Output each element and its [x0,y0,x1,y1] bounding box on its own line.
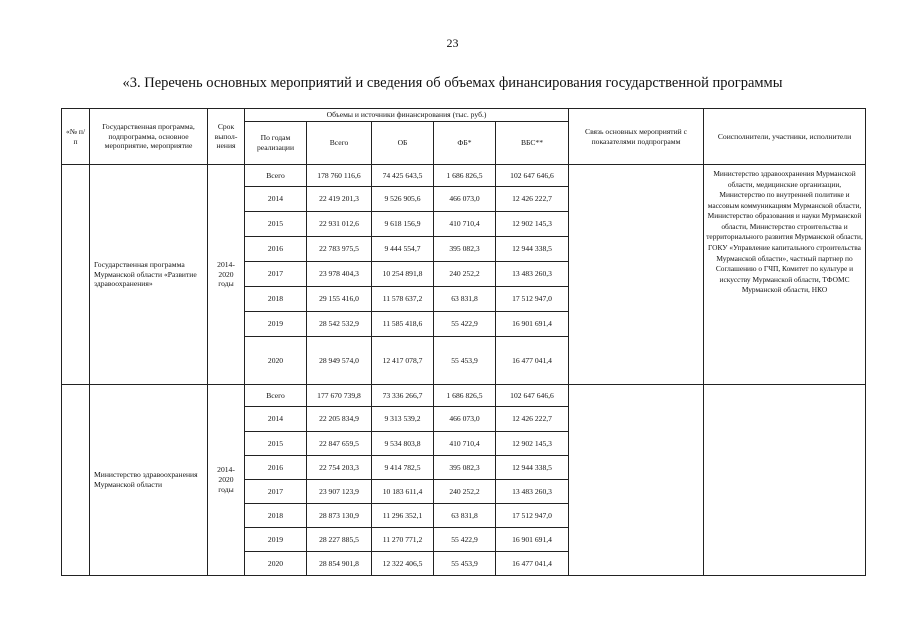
cell-vbs: 12 944 338,5 [496,237,569,262]
cell-num [62,165,90,385]
cell-total: 28 949 574,0 [307,337,372,385]
cell-vbs: 17 512 947,0 [496,287,569,312]
cell-vbs: 12 426 222,7 [496,187,569,212]
cell-year: 2017 [245,262,307,287]
financing-table [61,108,866,576]
cell-fb: 466 073,0 [434,407,496,432]
cell-year: 2018 [245,287,307,312]
cell-num [62,385,90,576]
cell-fb: 395 082,3 [434,237,496,262]
header-fb: ФБ* [434,122,496,165]
cell-year: 2015 [245,432,307,456]
cell-fb: 55 453,9 [434,552,496,576]
cell-fb: 55 453,9 [434,337,496,385]
cell-program-name: Государственная программа Мурманской области «Развитие здравоохранения» [90,165,208,385]
header-executors: Соисполнители, участники, исполнители [704,109,866,165]
cell-ob: 73 336 266,7 [372,385,434,407]
cell-year: Всего [245,165,307,187]
cell-ob: 11 585 418,6 [372,312,434,337]
table-row [62,385,866,407]
cell-link [569,165,704,385]
cell-fb: 63 831,8 [434,504,496,528]
header-period: Срок выпол-нения [208,109,245,165]
cell-year: 2020 [245,552,307,576]
cell-vbs: 16 477 041,4 [496,337,569,385]
cell-ob: 9 313 539,2 [372,407,434,432]
cell-total: 28 227 885,5 [307,528,372,552]
cell-fb: 410 710,4 [434,432,496,456]
cell-year: 2018 [245,504,307,528]
header-by-years: По годам реализации [245,122,307,165]
cell-ob: 74 425 643,5 [372,165,434,187]
header-total: Всего [307,122,372,165]
header-volumes: Объемы и источники финансирования (тыс. руб.) [245,109,569,122]
cell-fb: 410 710,4 [434,212,496,237]
cell-total: 22 754 203,3 [307,456,372,480]
cell-ob: 9 444 554,7 [372,237,434,262]
cell-total: 22 783 975,5 [307,237,372,262]
cell-period: 2014-2020 годы [208,165,245,385]
cell-executors [704,385,866,576]
cell-vbs: 12 902 145,3 [496,212,569,237]
cell-fb: 55 422,9 [434,528,496,552]
cell-vbs: 102 647 646,6 [496,165,569,187]
header-num: «№ п/п [62,109,90,165]
cell-ob: 12 322 406,5 [372,552,434,576]
cell-total: 22 205 834,9 [307,407,372,432]
cell-total: 22 419 201,3 [307,187,372,212]
cell-ob: 9 414 782,5 [372,456,434,480]
cell-executors: Министерство здравоохранения Мурманской области, медицинские организации, Министерство по внутренней политике и массовым коммуникациям Мурманской области, Министерство образования и науки Мурманской области, Министерство строительства и территориального развития Мурманской области, ГОКУ «Управление капитального строительства Мурманской области», частный партнер по Соглашению о ГЧП, Комитет по культуре и искусству Мурманской области, ТФОМС Мурманской области, НКО [704,165,866,385]
header-ob: ОБ [372,122,434,165]
cell-fb: 395 082,3 [434,456,496,480]
cell-year: 2015 [245,212,307,237]
cell-year: Всего [245,385,307,407]
cell-ob: 9 534 803,8 [372,432,434,456]
cell-vbs: 16 477 041,4 [496,552,569,576]
cell-total: 28 542 532,9 [307,312,372,337]
cell-ob: 11 578 637,2 [372,287,434,312]
cell-fb: 55 422,9 [434,312,496,337]
cell-vbs: 12 902 145,3 [496,432,569,456]
cell-program-name: Министерство здравоохранения Мурманской области [90,385,208,576]
cell-total: 23 978 404,3 [307,262,372,287]
cell-total: 22 931 012,6 [307,212,372,237]
cell-year: 2016 [245,456,307,480]
cell-fb: 240 252,2 [434,480,496,504]
table-body [62,165,866,576]
cell-vbs: 16 901 691,4 [496,312,569,337]
cell-ob: 10 254 891,8 [372,262,434,287]
cell-vbs: 102 647 646,6 [496,385,569,407]
cell-fb: 1 686 826,5 [434,385,496,407]
cell-total: 29 155 416,0 [307,287,372,312]
cell-ob: 9 618 156,9 [372,212,434,237]
cell-year: 2017 [245,480,307,504]
cell-total: 178 760 116,6 [307,165,372,187]
header-program: Государственная программа, подпрограмма, основное мероприятие, мероприятие [90,109,208,165]
cell-vbs: 16 901 691,4 [496,528,569,552]
cell-fb: 466 073,0 [434,187,496,212]
cell-vbs: 13 483 260,3 [496,262,569,287]
cell-ob: 10 183 611,4 [372,480,434,504]
cell-ob: 11 270 771,2 [372,528,434,552]
cell-total: 23 907 123,9 [307,480,372,504]
cell-vbs: 12 944 338,5 [496,456,569,480]
cell-total: 28 873 130,9 [307,504,372,528]
cell-vbs: 13 483 260,3 [496,480,569,504]
cell-fb: 1 686 826,5 [434,165,496,187]
cell-total: 28 854 901,8 [307,552,372,576]
cell-ob: 11 296 352,1 [372,504,434,528]
cell-year: 2014 [245,187,307,212]
cell-year: 2019 [245,528,307,552]
cell-total: 177 670 739,8 [307,385,372,407]
page-title: «3. Перечень основных мероприятий и сведения об объемах финансирования государственной программы [122,75,783,91]
header-link: Связь основных мероприятий с показателями подпрограмм [569,109,704,165]
cell-period: 2014-2020 годы [208,385,245,576]
table-row [62,165,866,187]
cell-vbs: 12 426 222,7 [496,407,569,432]
cell-total: 22 847 659,5 [307,432,372,456]
cell-year: 2016 [245,237,307,262]
cell-year: 2014 [245,407,307,432]
header-vbs: ВБС** [496,122,569,165]
cell-vbs: 17 512 947,0 [496,504,569,528]
cell-ob: 9 526 905,6 [372,187,434,212]
cell-fb: 63 831,8 [434,287,496,312]
cell-year: 2020 [245,337,307,385]
page-number: 23 [446,36,459,50]
cell-ob: 12 417 078,7 [372,337,434,385]
cell-fb: 240 252,2 [434,262,496,287]
cell-year: 2019 [245,312,307,337]
cell-link [569,385,704,576]
